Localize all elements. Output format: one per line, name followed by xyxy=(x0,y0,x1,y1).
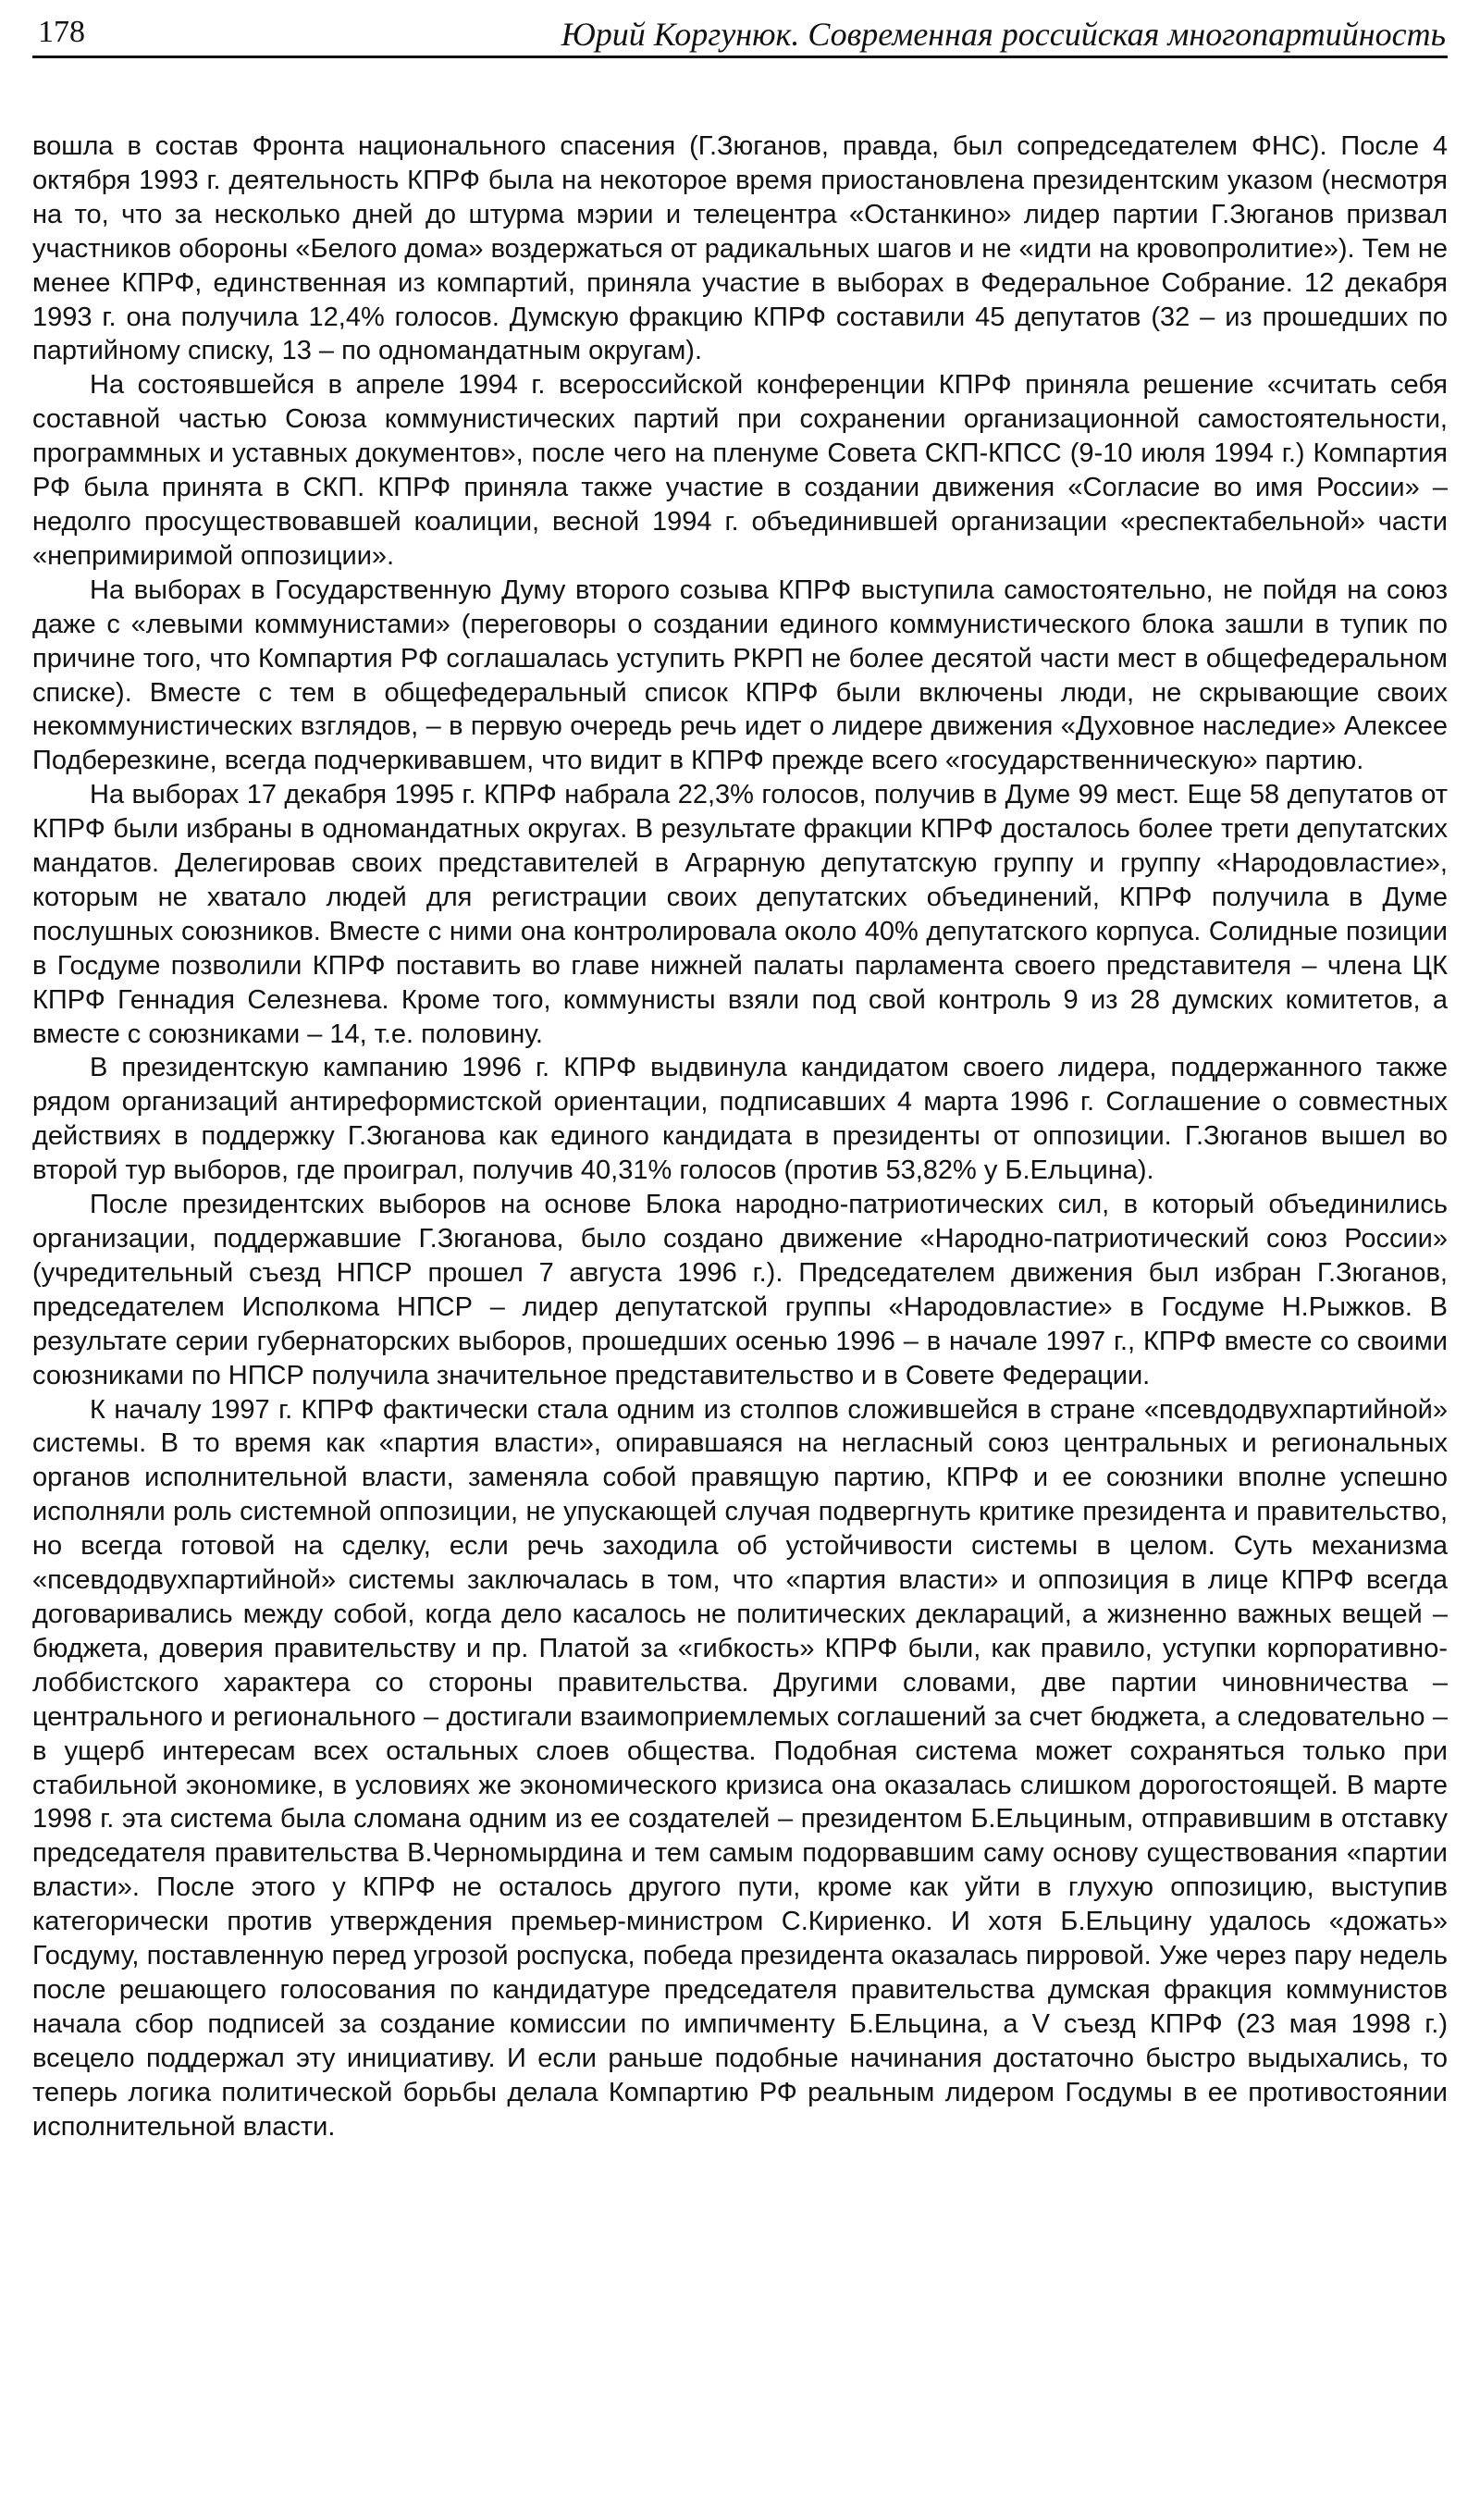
paragraph: На выборах 17 декабря 1995 г. КПРФ набрала 22,3% голосов, получив в Думе 99 мест. Еще 58 депутатов от КПРФ были избраны в одномандатных округах. В результате фракции КПРФ досталось более трети депутатских мандатов. Делегировав своих представителей в Аграрную депутатскую группу и группу «Народовластие», которым не хватало людей для регистрации своих депутатских объединений, КПРФ получила в Думе послушных союзников. Вместе с ними она контролировала около 40% депутатского корпуса. Солидные позиции в Госдуме позволили КПРФ поставить во главе нижней палаты парламента своего представителя – члена ЦК КПРФ Геннадия Селезнева. Кроме того, коммунисты взяли под свой контроль 9 из 28 думских комитетов, а вместе с союзниками – 14, т.е. половину. xyxy=(32,780,1448,1049)
paragraph: На состоявшейся в апреле 1994 г. всероссийской конференции КПРФ приняла решение «считать себя составной частью Союза коммунистических партий при сохранении организационной самостоятельности, программных и уставных документов», после чего на пленуме Совета СКП-КПСС (9-10 июля 1994 г.) Компартия РФ была принята в СКП. КПРФ приняла также участие в создании движения «Согласие во имя России» – недолго просуществовавшей коалиции, весной 1994 г. объединившей организации «респектабельной» части «непримиримой оппозиции». xyxy=(32,370,1448,571)
paragraph: В президентскую кампанию 1996 г. КПРФ выдвинула кандидатом своего лидера, поддержанного также рядом организаций антиреформистской ориентации, подписавших 4 марта 1996 г. Соглашение о совместных действиях в поддержку Г.Зюганова как единого кандидата в президенты от оппозиции. Г.Зюганов вышел во второй тур выборов, где проиграл, получив 40,31% голосов (против 53,82% у Б.Ельцина). xyxy=(32,1053,1448,1186)
paragraph: После президентских выборов на основе Блока народно-патриотических сил, в который объединились организации, поддержавшие Г.Зюганова, было создано движение «Народно-патриотический союз России» (учредительный съезд НПСР прошел 7 августа 1996 г.). Председателем движения был избран Г.Зюганов, председателем Исполкома НПСР – лидер депутатской группы «Народовластие» в Госдуме Н.Рыжков. В результате серии губернаторских выборов, прошедших осенью 1996 – в начале 1997 г., КПРФ вместе со своими союзниками по НПСР получила значительное представительство и в Совете Федерации. xyxy=(32,1190,1448,1390)
paragraph: На выборах в Государственную Думу второго созыва КПРФ выступила самостоятельно, не пойдя на союз даже с «левыми коммунистами» (переговоры о создании единого коммунистического блока зашли в тупик по причине того, что Компартия РФ соглашалась уступить РКРП не более десятой части мест в общефедеральном списке). Вместе с тем в общефедеральный список КПРФ были включены люди, не скрывающие своих некоммунистических взглядов, – в первую очередь речь идет о лидере движения «Духовное наследие» Алексее Подберезкине, всегда подчеркивавшем, что видит в КПРФ прежде всего «государственническую» партию. xyxy=(32,574,1448,776)
page-header xyxy=(32,7,1448,58)
paragraph: К началу 1997 г. КПРФ фактически стала одним из столпов сложившейся в стране «псевдодвухпартийной» системы. В то время как «партия власти», опиравшаяся на негласный союз центральных и региональных органов исполнительной власти, заменяла собой правящую партию, КПРФ и ее союзники вполне успешно исполняли роль системной оппозиции, не упускающей случая подвергнуть критике президента и правительство, но всегда готовой на сделку, если речь заходила об устойчивости системы в целом. Суть механизма «псевдодвухпартийной» системы заключалась в том, что «партия власти» и оппозиция в лице КПРФ всегда договаривались между собой, когда дело касалось не политических деклараций, а жизненно важных вещей – бюджета, доверия правительству и пр. Платой за «гибкость» КПРФ были, как правило, уступки корпоративно-лоббистского характера со стороны правительства. Другими словами, две партии чиновничества – центрального и регионального – достигали взаимоприемлемых соглашений за счет бюджета, а следовательно – в ущерб интересам всех остальных слоев общества. Подобная система может сохраняться только при стабильной экономике, в условиях же экономического кризиса она оказалась слишком дорогостоящей. В марте 1998 г. эта система была сломана одним из ее создателей – президентом Б.Ельциным, отправившим в отставку председателя правительства В.Черномырдина и тем самым подорвавшим саму основу существования «партии власти». После этого у КПРФ не осталось другого пути, кроме как уйти в глухую оппозицию, выступив категорически против утверждения премьер-министром С.Кириенко. И хотя Б.Ельцину удалось «дожать» Госдуму, поставленную перед угрозой роспуска, победа президента оказалась пирровой. Уже через пару недель после решающего голосования по кандидатуре председателя правительства думская фракция коммунистов начала сбор подписей за создание комиссии по импичменту Б.Ельцина, а V съезд КПРФ (23 мая 1998 г.) всецело поддержал эту инициативу. И если раньше подобные начинания достаточно быстро выдыхались, то теперь логика политической борьбы делала Компартию РФ реальным лидером Госдумы в ее противостоянии исполнительной власти. xyxy=(32,1394,1448,2142)
body-text xyxy=(32,130,1448,2143)
running-title: Юрий Коргунюк. Современная российская многопартийность xyxy=(561,16,1446,53)
paragraph-continued: вошла в состав Фронта национального спасения (Г.Зюганов, правда, был сопредседателем ФНС). После 4 октября 1993 г. деятельность КПРФ была на некоторое время приостановлена президентским указом (несмотря на то, что за несколько дней до штурма мэрии и телецентра «Останкино» лидер партии Г.Зюганов призвал участников обороны «Белого дома» воздержаться от радикальных шагов и не «идти на кровопролитие»). Тем не менее КПРФ, единственная из компартий, приняла участие в выборах в Федеральное Собрание. 12 декабря 1993 г. она получила 12,4% голосов. Думскую фракцию КПРФ составили 45 депутатов (32 – из прошедших по партийному списку, 13 – по одномандатным округам). xyxy=(32,131,1448,366)
page-number: 178 xyxy=(38,15,85,49)
